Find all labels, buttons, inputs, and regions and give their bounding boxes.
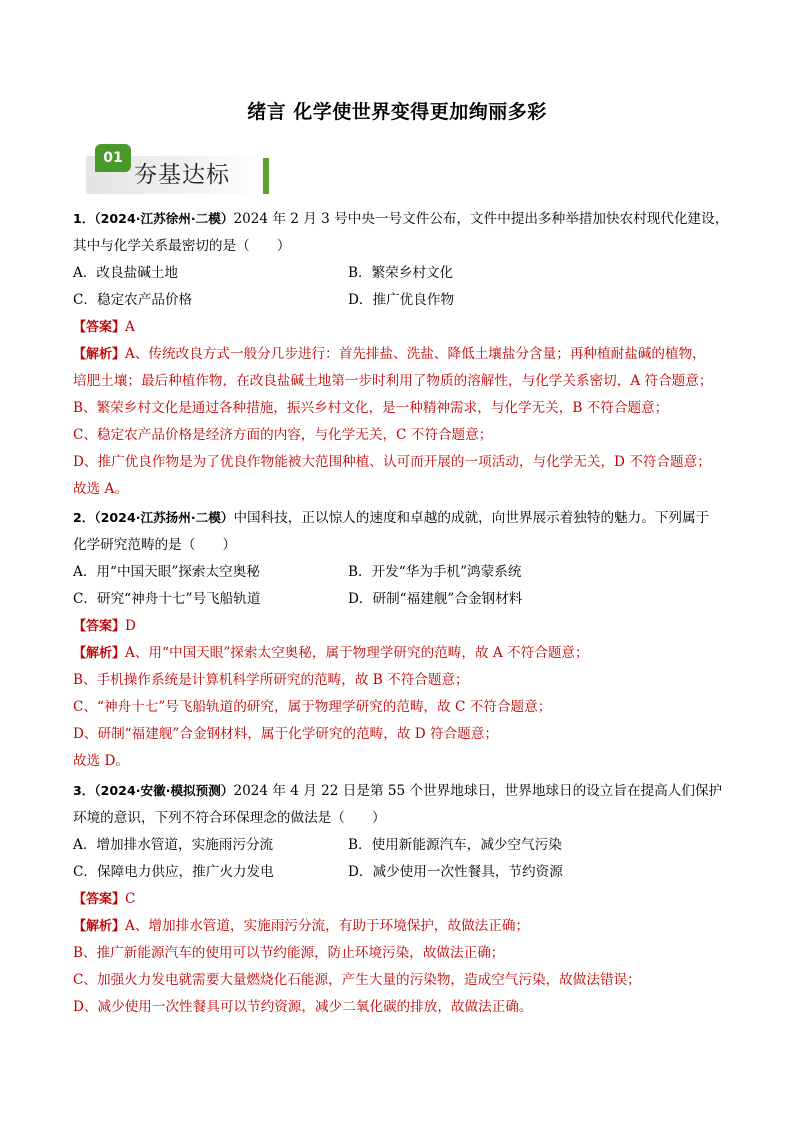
question-2-stem: 2．（2024·江苏扬州·二模）中国科技，正以惊人的速度和卓越的成就，向世界展示着独特的魅力。下列属于 [73, 510, 710, 526]
question-1-analysis-line: 培肥土壤；最后种植作物，在改良盐碱土地第一步时利用了物质的溶解性，与化学关系密切，A 符合题意； [73, 373, 713, 389]
question-3-analysis-line: B、推广新能源汽车的使用可以节约能源，防止环境污染，故做法正确； [73, 945, 505, 961]
question-1-stem: 1．（2024·江苏徐州·二模）2024 年 2 月 3 号中央一号文件公布，文件中提出多种举措加快农村现代化建设， [73, 211, 729, 227]
question-1-option-b: B．繁荣乡村文化 [348, 265, 454, 281]
question-3-option-a: A．增加排水管道，实施雨污分流 [73, 837, 274, 853]
question-3-option-d: D．减少使用一次性餐具，节约资源 [348, 864, 563, 880]
question-1-option-d: D．推广优良作物 [348, 292, 455, 308]
question-2-option-a: A．用“中国天眼”探索太空奥秘 [73, 564, 260, 580]
question-2-option-d: D．研制“福建舰”合金钢材料 [348, 591, 523, 607]
question-1-analysis-line: C、稳定农产品价格是经济方面的内容，与化学无关，C 不符合题意； [73, 427, 493, 443]
question-3-analysis-line: D、减少使用一次性餐具可以节约资源，减少二氧化碳的排放，故做法正确。 [73, 999, 533, 1015]
question-2-analysis-line: 故选 D。 [73, 753, 130, 769]
question-2-analysis: 【解析】A、用“中国天眼”探索太空奥秘，属于物理学研究的范畴，故 A 不符合题意； [73, 645, 589, 661]
section-banner [86, 144, 272, 196]
question-1-stem-cont: 其中与化学关系最密切的是（ ） [73, 238, 291, 254]
question-2-answer: 【答案】D [73, 618, 136, 634]
question-1-analysis-line: D、推广优良作物是为了优良作物能被大范围种植、认可而开展的一项活动，与化学无关，D 不符合题意； [73, 454, 711, 470]
question-3-stem: 3．（2024·安徽·模拟预测）2024 年 4 月 22 日是第 55 个世界地球日，世界地球日的设立旨在提高人们保护 [73, 783, 723, 799]
question-2-analysis-line: C、“神舟十七”号飞船轨道的研究，属于物理学研究的范畴，故 C 不符合题意； [73, 699, 552, 715]
question-3-option-c: C．保障电力供应，推广火力发电 [73, 864, 274, 880]
question-2-analysis-line: D、研制“福建舰”合金钢材料，属于化学研究的范畴，故 D 符合题意； [73, 726, 498, 742]
question-1-analysis-line: B、繁荣乡村文化是通过各种措施，振兴乡村文化，是一种精神需求，与化学无关，B 不符合题意； [73, 400, 669, 416]
question-3-stem-cont: 环境的意识，下列不符合环保理念的做法是（ ） [73, 810, 386, 826]
question-1-option-a: A．改良盐碱土地 [73, 265, 178, 281]
question-1-analysis-line: 故选 A。 [73, 481, 128, 497]
section-number-badge: 01 [95, 144, 131, 172]
section-title: 夯基达标 [134, 162, 230, 188]
banner-accent-bar [263, 158, 269, 194]
question-1-option-c: C．稳定农产品价格 [73, 292, 193, 308]
page-title: 绪言 化学使世界变得更加绚丽多彩 [247, 101, 547, 123]
question-3-answer: 【答案】C [73, 891, 136, 907]
question-1-analysis: 【解析】A、传统改良方式一般分几步进行：首先排盐、洗盐、降低土壤盐分含量；再种植耐盐碱的植物， [73, 346, 706, 362]
question-2-option-c: C．研究“神舟十七”号飞船轨道 [73, 591, 261, 607]
question-1-answer: 【答案】A [73, 319, 135, 335]
question-3-analysis-line: C、加强火力发电就需要大量燃烧化石能源，产生大量的污染物，造成空气污染，故做法错误； [73, 972, 641, 988]
question-2-analysis-line: B、手机操作系统是计算机科学所研究的范畴，故 B 不符合题意； [73, 672, 469, 688]
question-2-stem-cont: 化学研究范畴的是（ ） [73, 537, 237, 553]
question-3-option-b: B．使用新能源汽车，减少空气污染 [348, 837, 562, 853]
question-3-analysis: 【解析】A、增加排水管道，实施雨污分流，有助于环境保护，故做法正确； [73, 918, 530, 934]
question-2-option-b: B．开发“华为手机”鸿蒙系统 [348, 564, 522, 580]
